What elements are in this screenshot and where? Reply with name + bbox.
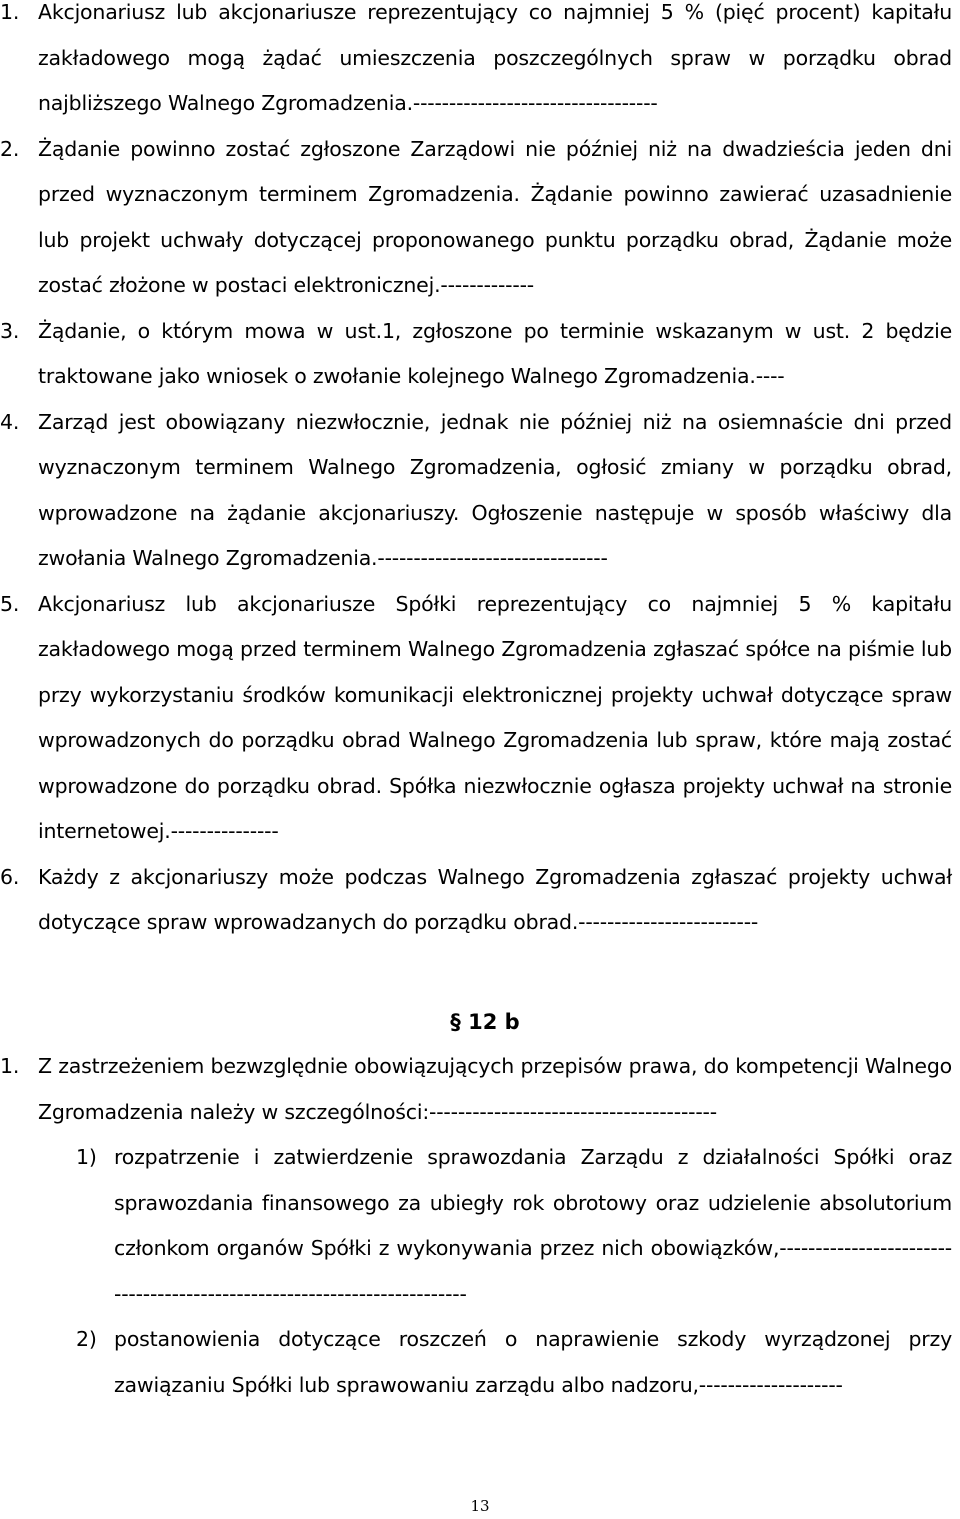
paragraph-item (0, 582, 956, 855)
paragraph-text: Żądanie powinno zostać zgłoszone Zarządowi nie później niż na dwadzieścia jeden dni przed wyznaczonym terminem Zgromadzenia. Żądanie powinno zawierać uzasadnienie lub projekt uchwały dotyczącej proponowanego punktu porządku obrad, Żądanie może zostać złożone w postaci elektronicznej.------------- (38, 136, 952, 297)
paragraph-item (0, 309, 956, 400)
paragraph-text: Z zastrzeżeniem bezwzględnie obowiązujących przepisów prawa, do kompetencji Walnego Zgromadzenia należy w szczególności:---------------------------------------- (38, 1054, 952, 1124)
paragraph-number: 6. (0, 864, 20, 889)
paragraph-number: 1. (0, 1054, 20, 1078)
sub-item (0, 1135, 956, 1317)
paragraph-text: Każdy z akcjonariuszy może podczas Walnego Zgromadzenia zgłaszać projekty uchwał dotyczące spraw wprowadzanych do porządku obrad.------------------------- (38, 864, 952, 934)
paragraph-item (0, 400, 956, 582)
paragraph-item (0, 127, 956, 309)
paragraph-item (0, 1044, 956, 1135)
sub-item (0, 1317, 956, 1408)
sub-item-number: 2) (76, 1327, 97, 1351)
paragraph-number: 4. (0, 409, 20, 434)
paragraph-number: 5. (0, 591, 20, 616)
paragraph-text: Zarząd jest obowiązany niezwłocznie, jednak nie później niż na osiemnaście dni przed wyznaczonym terminem Walnego Zgromadzenia, ogłosić zmiany w porządku obrad, wprowadzone na żądanie akcjonariuszy. Ogłoszenie następuje w sposób właściwy dla zwołania Walnego Zgromadzenia.-------------------------------- (38, 409, 952, 570)
paragraph-text: Akcjonariusz lub akcjonariusze Spółki reprezentujący co najmniej 5 % kapitału zakładowego mogą przed terminem Walnego Zgromadzenia zgłaszać spółce na piśmie lub przy wykorzystaniu środków komunikacji elektronicznej projekty uchwał dotyczące spraw wprowadzonych do porządku obrad Walnego Zgromadzenia lub spraw, które mają zostać wprowadzone do porządku obrad. Spółka niezwłocznie ogłasza projekty uchwał na stronie internetowej.--------------- (38, 591, 952, 843)
sub-item-text: postanowienia dotyczące roszczeń o naprawienie szkody wyrządzonej przy zawiązaniu Spółki lub sprawowaniu zarządu albo nadzoru,-------------------- (114, 1327, 952, 1397)
paragraph-text: Żądanie, o którym mowa w ust.1, zgłoszone po terminie wskazanym w ust. 2 będzie traktowane jako wniosek o zwołanie kolejnego Walnego Zgromadzenia.---- (38, 318, 952, 388)
sub-item-number: 1) (76, 1145, 97, 1169)
paragraph-item (0, 0, 956, 127)
paragraph-text: Akcjonariusz lub akcjonariusze reprezentujący co najmniej 5 % (pięć procent) kapitału zakładowego mogą żądać umieszczenia poszczególnych spraw w porządku obrad najbliższego Walnego Zgromadzenia.---------------------------------- (38, 0, 952, 115)
paragraph-item (0, 855, 956, 946)
section-paragraphs (0, 1044, 956, 1408)
sub-item-text: rozpatrzenie i zatwierdzenie sprawozdania Zarządu z działalności Spółki oraz sprawozdania finansowego za ubiegły rok obrotowy oraz udzielenie absolutorium członkom organów Spółki z wykonywania przez nich obowiązków,------------------------------------------------------------------------- (114, 1145, 952, 1306)
paragraph-number: 3. (0, 318, 20, 343)
page-number: 13 (470, 1497, 490, 1515)
paragraph-number: 2. (0, 136, 20, 161)
section-heading: § 12 b (450, 1010, 520, 1034)
paragraph-number: 1. (0, 0, 20, 24)
